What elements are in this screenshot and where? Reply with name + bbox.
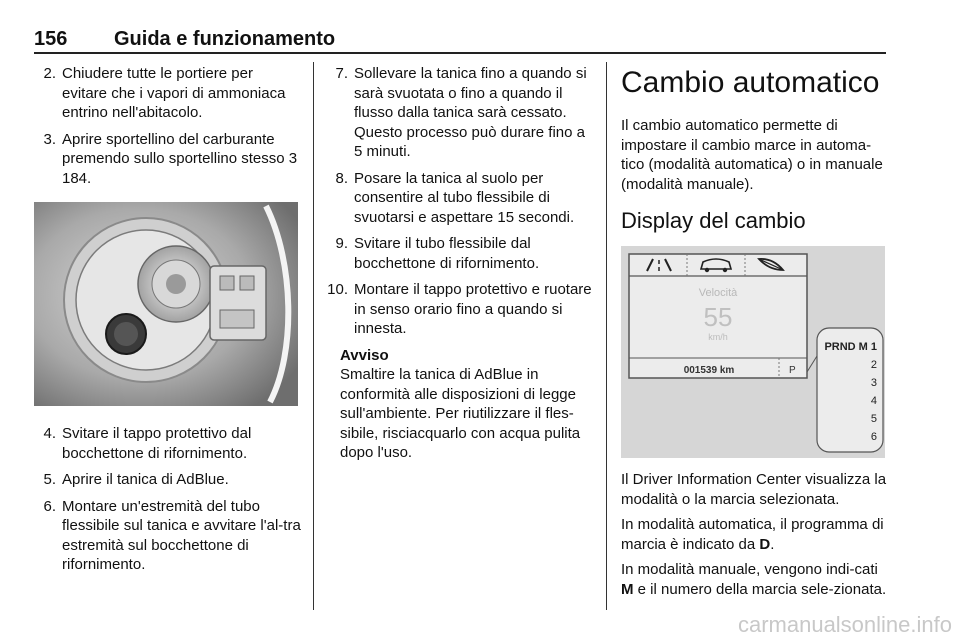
odometer-readout: 001539 km <box>683 365 735 376</box>
steps-list-b <box>34 424 302 575</box>
column-3 <box>621 64 889 605</box>
page-reference-link[interactable]: 3 184. <box>62 150 298 187</box>
list-item: 3. Aprire sportellino del carburante premendo sullo sportellino stesso 3 184. <box>43 130 298 187</box>
steps-list-a <box>34 64 302 188</box>
gear-number: 6 <box>870 431 877 443</box>
list-item: 7. Sollevare la tanica fino a quando si sarà svuotata o fino a quando il flusso dalla tanica sarà cessato. Questo processo può durare fino a 5 minuti. <box>335 65 587 160</box>
notice-text: Smaltire la tanica di AdBlue in conformità alle disposizioni di legge sull'ambiente. Per riutilizzare il fles-sibile, risciacquarlo con acqua pulita dopo l'uso. <box>340 366 581 461</box>
list-item: 4. Svitare il tappo protettivo dal bocchettone di rifornimento. <box>43 425 252 462</box>
list-item: 10. Montare il tappo protettivo e ruotare in senso orario fino a quando si innesta. <box>327 281 592 337</box>
paragraph-dic: Il Driver Information Center visualizza la modalità o la marcia selezionata. <box>621 471 887 508</box>
speed-value: 55 <box>703 302 733 332</box>
subsection-title: Display del cambio <box>621 208 806 233</box>
list-item: 8. Posare la tanica al suolo per consentire al tubo flessibile di svuotarsi e aspettare 15 secondi. <box>335 169 575 226</box>
chapter-title: Cambio automatico <box>621 66 880 99</box>
paragraph-automatic: In modalità automatica, il programma di marcia è indicato da D. <box>621 516 884 553</box>
gear-number: 2 <box>870 359 877 371</box>
page-header <box>34 28 886 54</box>
list-item: 5. Aprire il tanica di AdBlue. <box>43 471 229 488</box>
gear-number: 4 <box>870 395 877 407</box>
list-item: 6. Montare un'estremità del tubo flessibile sul tanica e avvitare l'al-tra estremità sul bocchettone di rifornimento. <box>43 497 301 573</box>
gear-header: PRND M 1 <box>824 341 877 353</box>
gear-indicator: P <box>789 365 796 376</box>
list-item: 2. Chiudere tutte le portiere per evitare che i vapori di ammoniaca entrino nell'abitacolo. <box>43 65 286 121</box>
column-divider-2 <box>606 62 607 610</box>
steps-list-c <box>324 64 596 339</box>
intro-paragraph: Il cambio automatico permette di impostare il cambio marce in automa-tico (modalità automatica) o in manuale (modalità manuale). <box>621 117 883 193</box>
column-2 <box>324 64 596 463</box>
paragraph-manual: In modalità manuale, vengono indi-cati M e il numero della marcia sele-zionata. <box>621 561 887 598</box>
list-item: 9. Svitare il tubo flessibile dal bocchettone di rifornimento. <box>335 235 540 272</box>
gear-number: 3 <box>870 377 877 389</box>
header-rule <box>34 52 886 54</box>
notice-title: Avviso <box>340 346 389 364</box>
page-number: 156 <box>34 28 68 50</box>
column-divider-1 <box>313 62 314 610</box>
speed-unit: km/h <box>708 332 728 342</box>
gear-number: 5 <box>870 413 877 425</box>
section-title: Guida e funzionamento <box>114 28 336 50</box>
gear-display-illustration <box>621 246 885 458</box>
watermark: carmanualsonline.info <box>737 612 952 637</box>
notice-box <box>324 346 596 463</box>
column-1 <box>34 64 302 582</box>
speed-label: Velocità <box>698 287 738 299</box>
fuel-filler-photo <box>34 202 298 406</box>
